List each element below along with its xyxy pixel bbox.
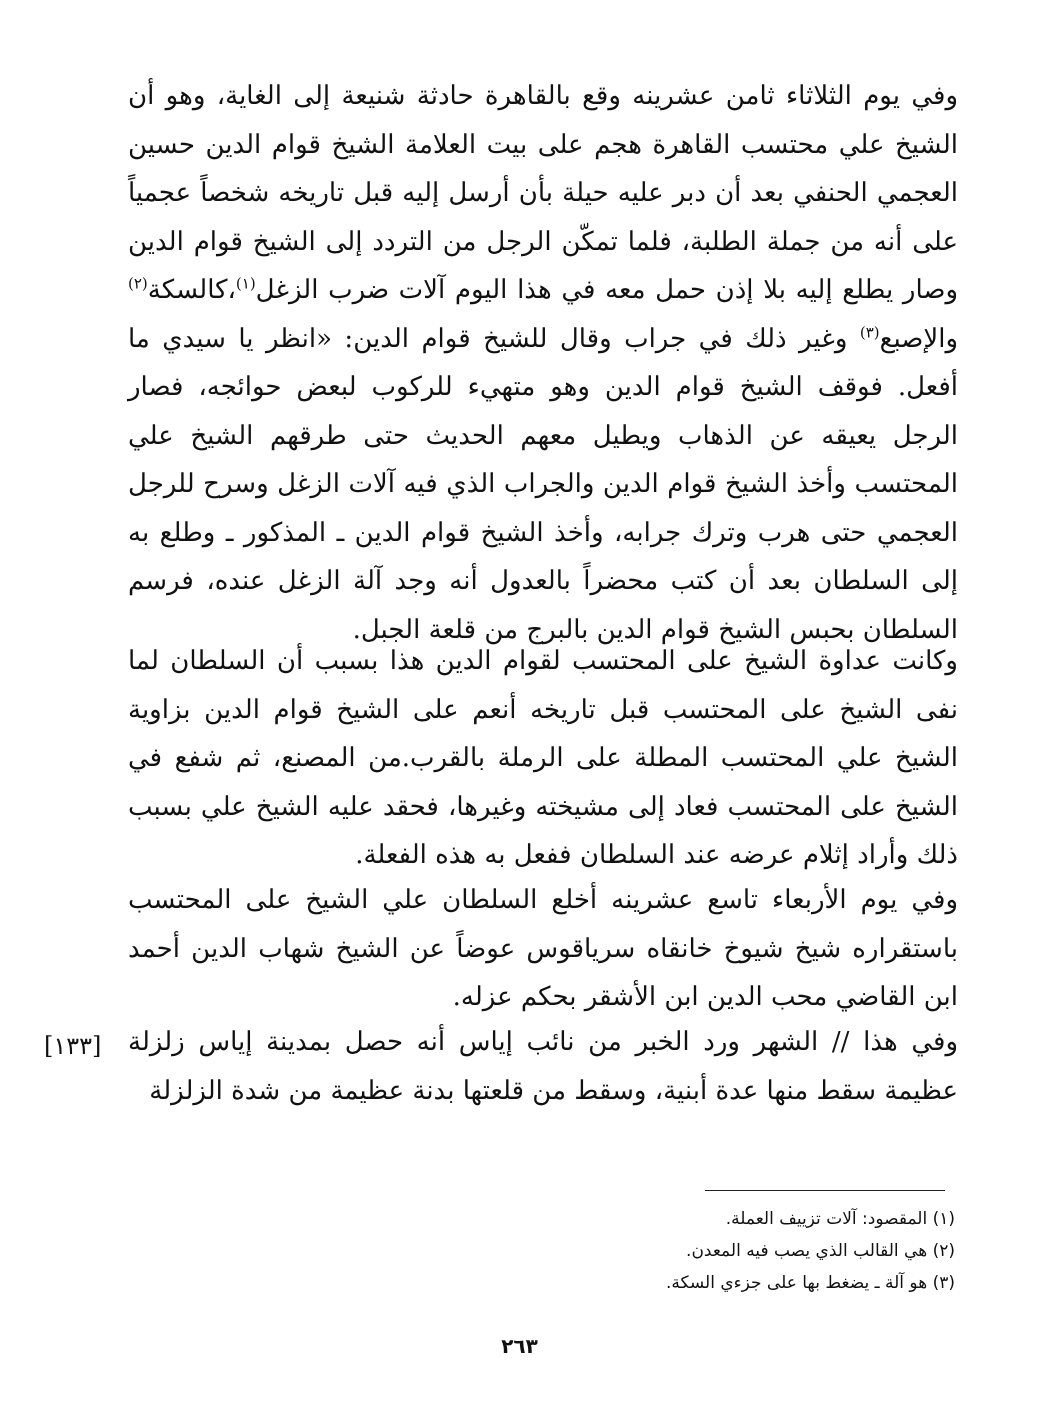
paragraph-1-part-2: ،كالسكة: [147, 275, 236, 305]
footnote-ref-1: (١): [235, 274, 256, 293]
footnote-3: (٣) هو آلة ـ يضغط بها على جزءي السكة.: [665, 1273, 955, 1293]
paragraph-1-part-3: والإصبع: [879, 323, 958, 354]
paragraph-1-part-4: وغير ذلك في جراب وقال للشيخ قوام الدين: «انظر يا سيدي ما أفعل. فوقف الشيخ قوام الدين وهو متهيء للركوب لبعض حوائجه، فصار الرجل يعيقه عن الذهاب ويطيل معهم الحديث حتى طرقهم الشيخ علي المحتسب وأخذ الشيخ قوام الدين والجراب الذي فيه آلات الزغل وسرح للرجل العجمي حتى هرب وترك جرابه، وأخذ الشيخ قوام الدين ـ المذكور ـ وطلع به إلى السلطان بعد أن كتب محضراً بالعدول أنه وجد آلة الزغل عنده، فرسم السلطان بحبس الشيخ قوام الدين بالبرج من قلعة الجبل.: [128, 323, 958, 645]
manuscript-folio-reference: [١٣٣]: [44, 1032, 102, 1060]
paragraph-1: [128, 72, 958, 654]
footnote-2: (٢) هي القالب الذي يصب فيه المعدن.: [686, 1241, 955, 1261]
page-number: ٢٦٣: [501, 1334, 538, 1358]
footnote-divider: [705, 1190, 945, 1191]
footnote-1: (١) المقصود: آلات تزييف العملة.: [725, 1209, 955, 1229]
paragraph-1-part-1: وفي يوم الثلاثاء ثامن عشرينه وقع بالقاهرة حادثة شنيعة إلى الغاية، وهو أن الشيخ علي محتسب القاهرة هجم على بيت العلامة الشيخ قوام الدين حسين العجمي الحنفي بعد أن دبر عليه حيلة بأن أرسل إليه قبل تاريخه شخصاً عجمياً على أنه من جملة الطلبة، فلما تمكّن الرجل من التردد إلى الشيخ قوام الدين وصار يطلع إليه بلا إذن حمل معه في هذا اليوم آلات ضرب الزغل: [128, 81, 958, 305]
footnote-ref-3: (٣): [859, 322, 880, 341]
footnote-ref-2: (٢): [128, 274, 148, 293]
paragraph-3: وفي يوم الأربعاء تاسع عشرينه أخلع السلطان علي الشيخ على المحتسب باستقراره شيخ شيوخ خانقاه سرياقوس عوضاً عن الشيخ شهاب الدين أحمد ابن القاضي محب الدين ابن الأشقر بحكم عزله.: [128, 885, 958, 1012]
paragraph-2: وكانت عداوة الشيخ على المحتسب لقوام الدين هذا بسبب أن السلطان لما نفى الشيخ على المحتسب قبل تاريخه أنعم على الشيخ قوام الدين بزاوية الشيخ علي المحتسب المطلة على الرملة بالقرب.من المصنع، ثم شفع في الشيخ على المحتسب فعاد إلى مشيخته وغيرها، فحقد عليه الشيخ علي بسبب ذلك وأراد إثلام عرضه عند السلطان ففعل به هذه الفعلة.: [128, 646, 958, 870]
footnotes: [560, 1203, 955, 1299]
paragraph-4: وفي هذا // الشهر ورد الخبر من نائب إياس أنه حصل بمدينة إياس زلزلة عظيمة سقط منها عدة أبنية، وسقط من قلعتها بدنة عظيمة من شدة الزلزلة: [128, 1027, 958, 1106]
